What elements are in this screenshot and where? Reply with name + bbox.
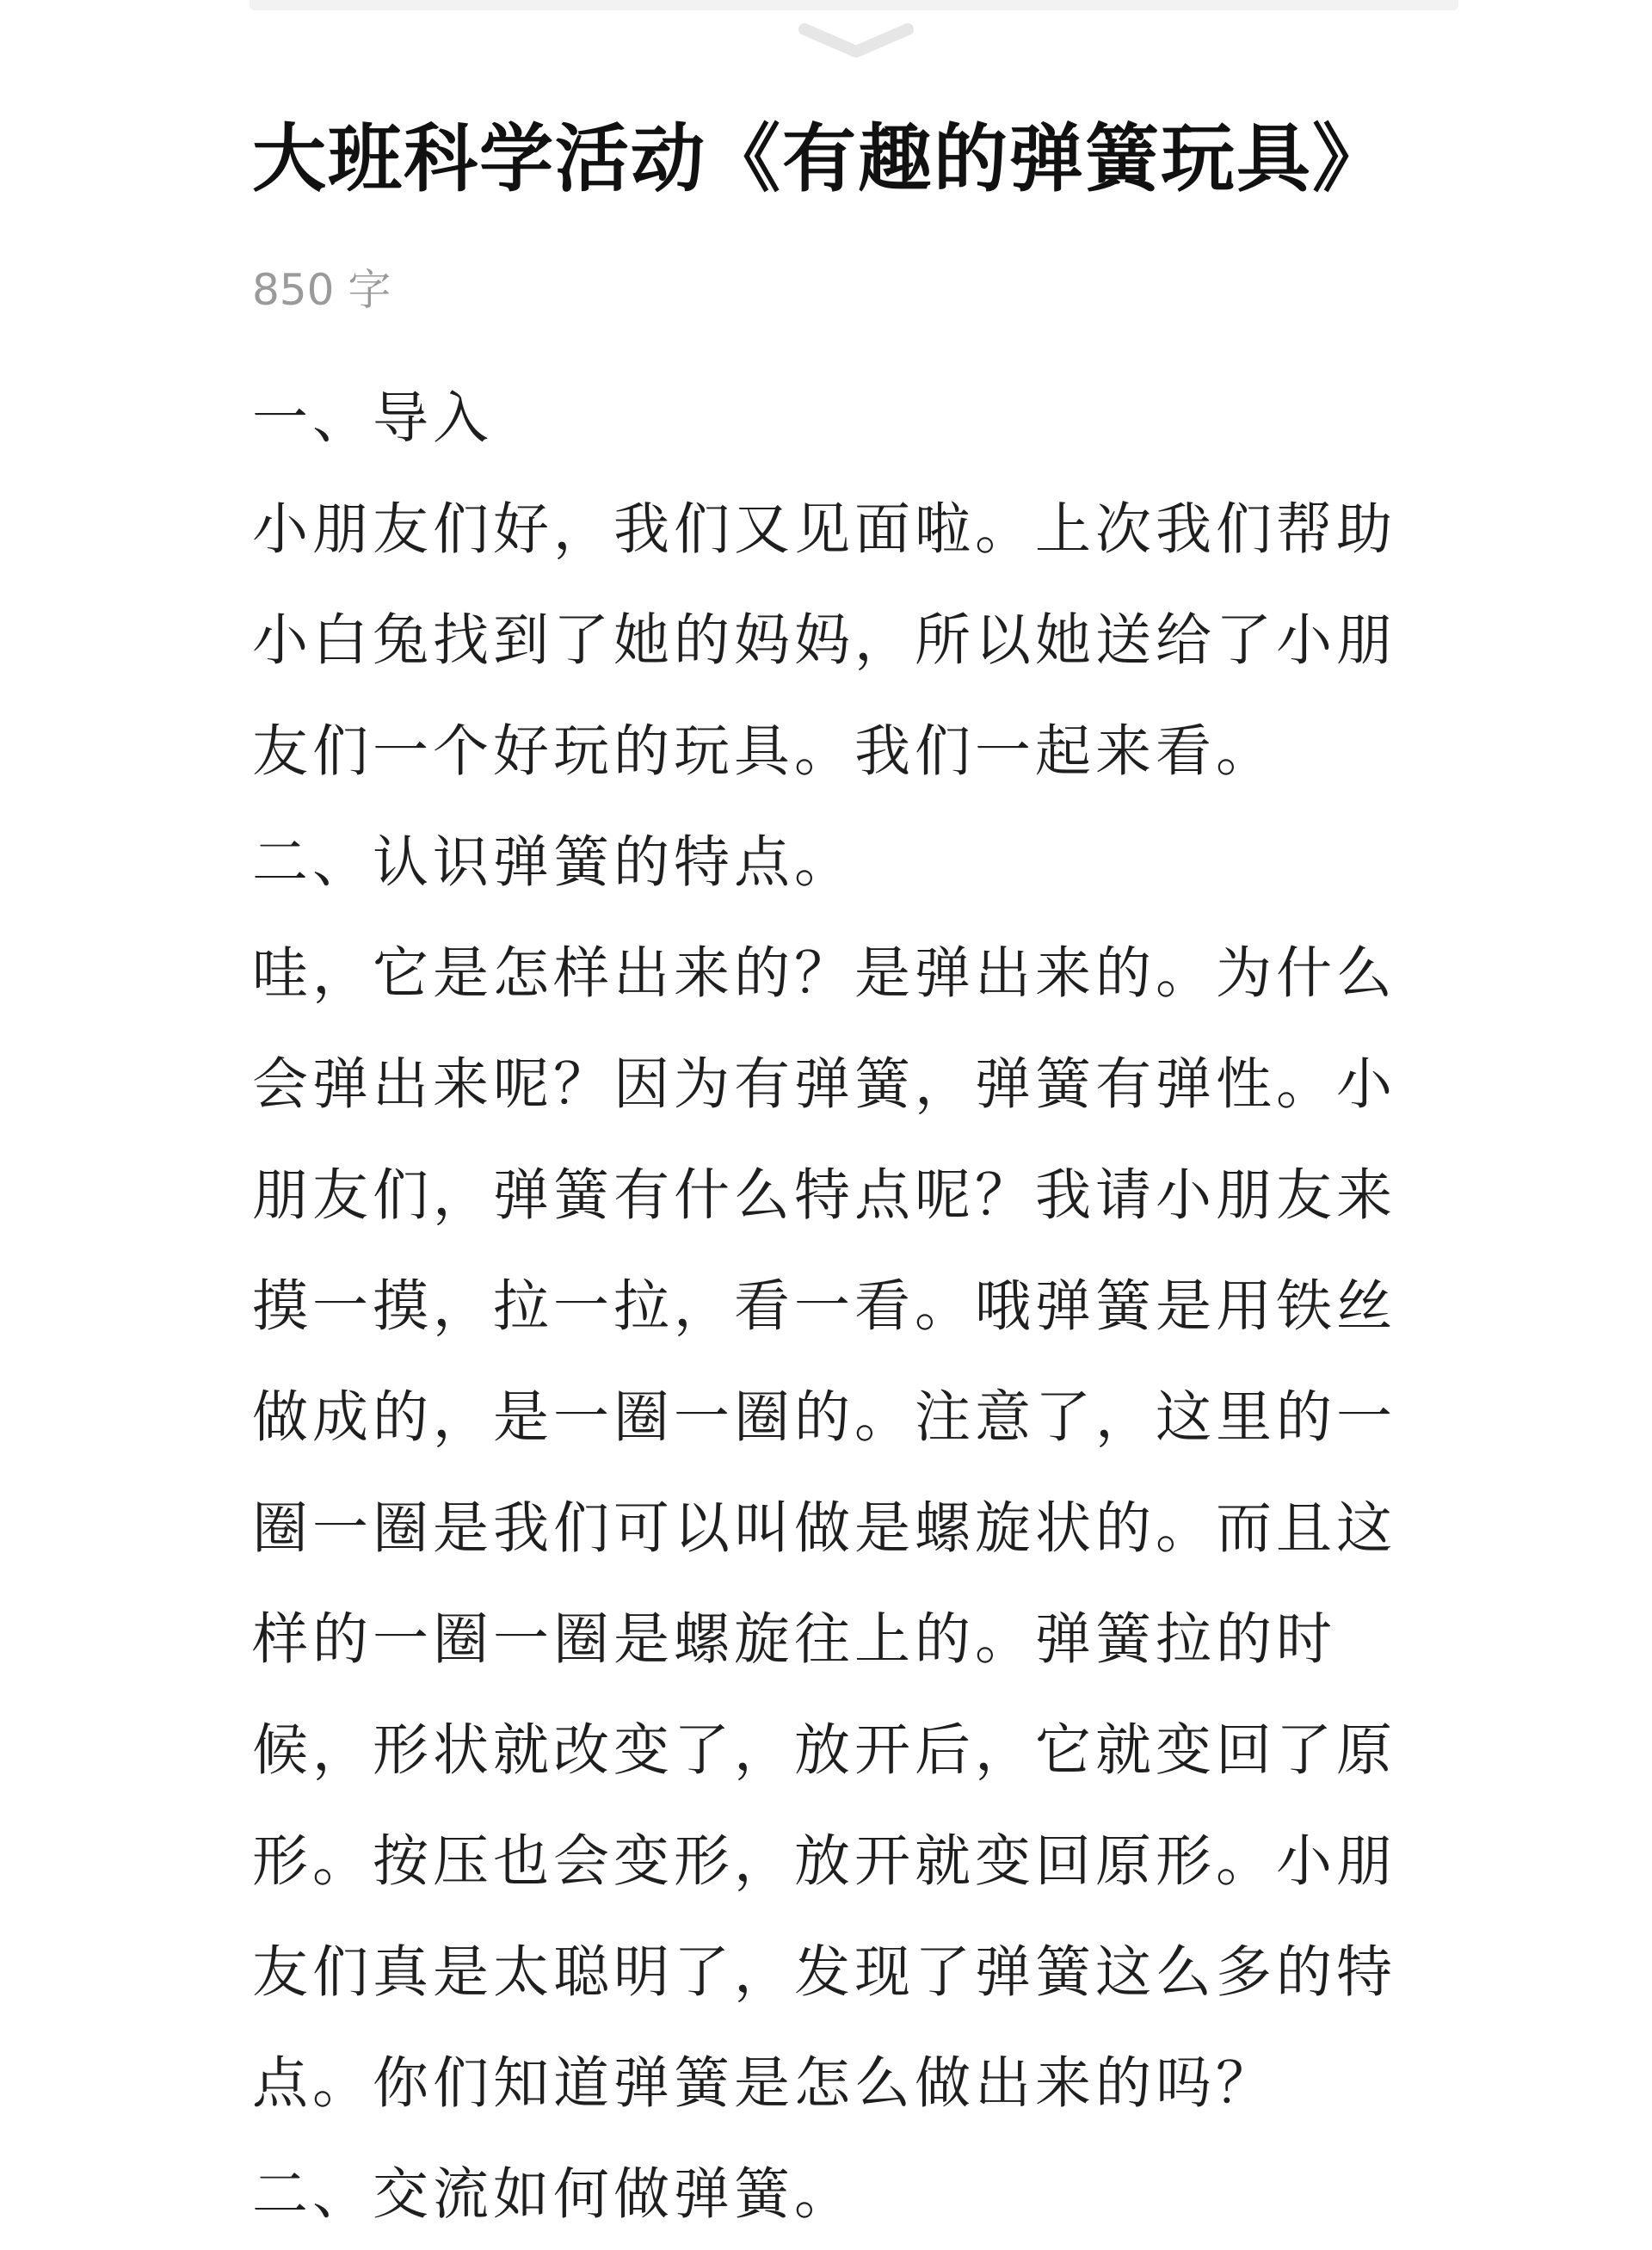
text-line: 哇，它是怎样出来的？是弹出来的。为什么 bbox=[252, 941, 1397, 1006]
text-line: 小朋友们好，我们又见面啦。上次我们帮助 bbox=[252, 497, 1397, 562]
text-line: 朋友们，弹簧有什么特点呢？我请小朋友来 bbox=[252, 1163, 1397, 1228]
article bbox=[252, 103, 1457, 2250]
text-line: 二、交流如何做弹簧。 bbox=[252, 2162, 855, 2227]
article-title: 大班科学活动《有趣的弹簧玩具》 bbox=[252, 116, 1388, 202]
text-line: 形。按压也会变形，放开就变回原形。小朋 bbox=[252, 1829, 1397, 1894]
chevron-down-icon[interactable] bbox=[796, 19, 916, 62]
text-line: 小白兔找到了她的妈妈，所以她送给了小朋 bbox=[252, 608, 1397, 673]
paragraph bbox=[252, 474, 1457, 807]
text-line: 点。你们知道弹簧是怎么做出来的吗？ bbox=[252, 2051, 1277, 2116]
top-bar bbox=[250, 0, 1458, 10]
text-line: 友们真是太聪明了，发现了弹簧这么多的特 bbox=[252, 1940, 1397, 2005]
text-line: 样的一圈一圈是螺旋往上的。弹簧拉的时 bbox=[252, 1607, 1337, 1672]
text-line: 友们一个好玩的玩具。我们一起来看。 bbox=[252, 719, 1277, 784]
word-count: 850 字 bbox=[252, 265, 391, 315]
article-body bbox=[252, 363, 1457, 2250]
text-line: 做成的，是一圈一圈的。注意了，这里的一 bbox=[252, 1385, 1397, 1450]
text-line: 圈一圈是我们可以叫做是螺旋状的。而且这 bbox=[252, 1496, 1397, 1561]
section-heading bbox=[252, 2139, 1457, 2250]
text-line: 会弹出来呢？因为有弹簧，弹簧有弹性。小 bbox=[252, 1052, 1397, 1117]
section-heading bbox=[252, 807, 1457, 918]
paragraph bbox=[252, 918, 1457, 2139]
text-line: 摸一摸，拉一拉，看一看。哦弹簧是用铁丝 bbox=[252, 1274, 1397, 1339]
text-line: 一、导入 bbox=[252, 386, 494, 451]
text-line: 候，形状就改变了，放开后，它就变回了原 bbox=[252, 1718, 1397, 1783]
text-line: 二、认识弹簧的特点。 bbox=[252, 830, 855, 895]
section-heading bbox=[252, 363, 1457, 474]
